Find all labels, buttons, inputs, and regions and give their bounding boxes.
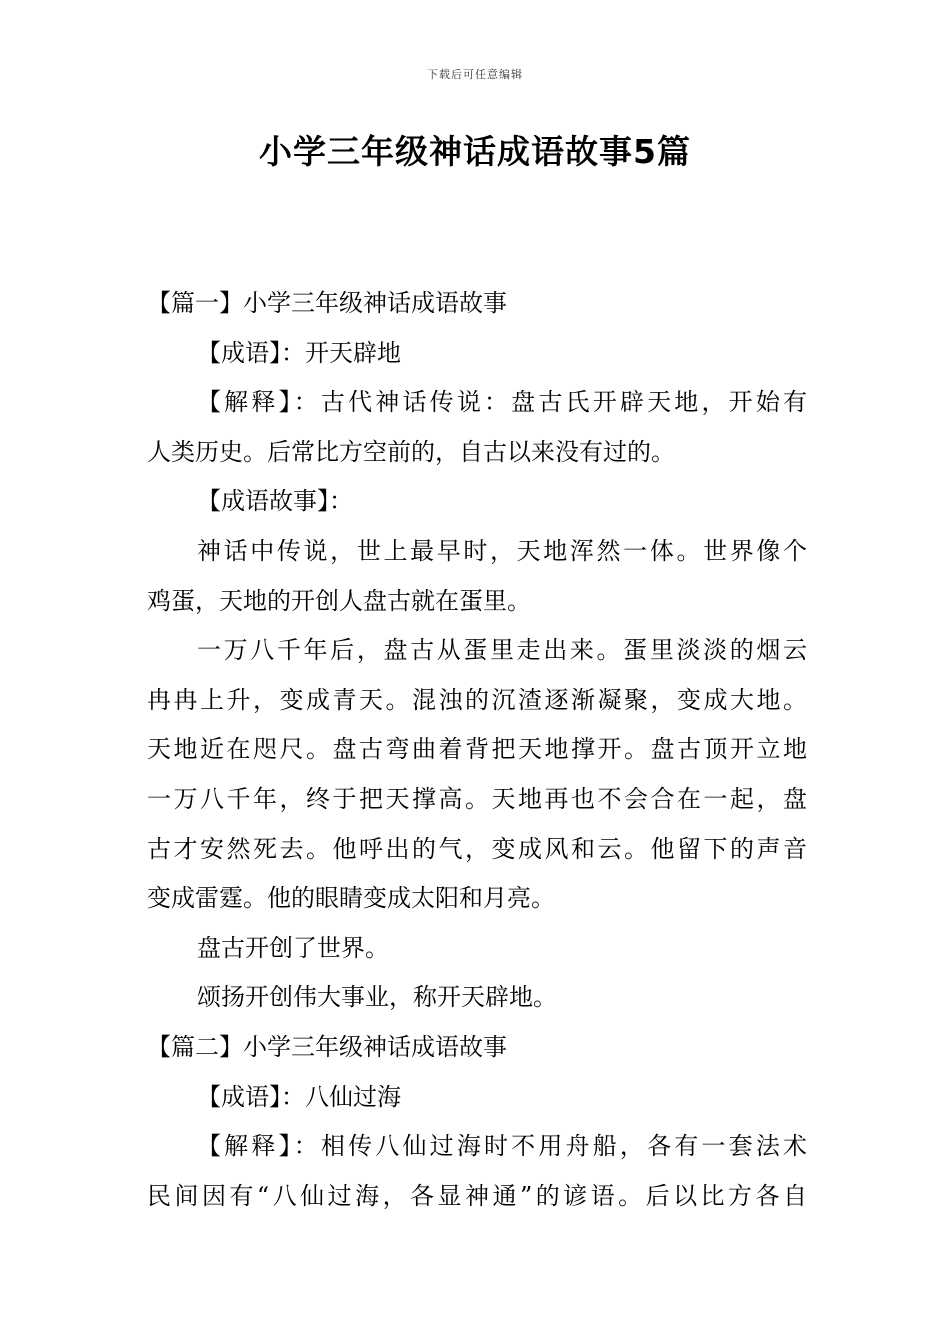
text-line: 鸡蛋，天地的开创人盘古就在蛋里。 [147, 586, 531, 615]
text-line: 古才安然死去。他呼出的气，变成风和云。他留下的声音 [147, 834, 807, 863]
text-line: 一万八千年，终于把天撑高。天地再也不会合在一起，盘 [147, 784, 807, 813]
text-line: 盘古开创了世界。 [197, 933, 389, 962]
text-line: 神话中传说，世上最早时，天地浑然一体。世界像个 [197, 536, 807, 565]
text-line: 民间因有“八仙过海，各显神通”的谚语。后以比方各自 [147, 1181, 807, 1210]
text-line: 【篇二】小学三年级神话成语故事 [147, 1032, 507, 1061]
text-line: 【解释】：古代神话传说：盘古氏开辟天地，开始有 [197, 388, 807, 417]
text-line: 天地近在咫尺。盘古弯曲着背把天地撑开。盘古顶开立地 [147, 735, 807, 764]
text-line: 颂扬开创伟大事业，称开天辟地。 [197, 983, 557, 1012]
text-line: 一万八千年后，盘古从蛋里走出来。蛋里淡淡的烟云 [197, 636, 807, 665]
text-line: 【成语】：八仙过海 [197, 1082, 401, 1111]
text-line: 人类历史。后常比方空前的，自古以来没有过的。 [147, 437, 675, 466]
document-body [147, 279, 807, 1221]
text-line: 【解释】：相传八仙过海时不用舟船，各有一套法术 [197, 1132, 807, 1161]
text-line: 变成雷霆。他的眼睛变成太阳和月亮。 [147, 884, 555, 913]
document-title: 小学三年级神话成语故事5篇 [259, 132, 691, 171]
text-line: 【篇一】小学三年级神话成语故事 [147, 289, 507, 317]
header-note: 下载后可任意编辑 [427, 68, 523, 81]
text-line: 【成语】：开天辟地 [197, 338, 401, 367]
text-line: 【成语故事】： [197, 487, 353, 516]
text-line: 冉冉上升，变成青天。混浊的沉渣逐渐凝聚，变成大地。 [147, 685, 807, 714]
